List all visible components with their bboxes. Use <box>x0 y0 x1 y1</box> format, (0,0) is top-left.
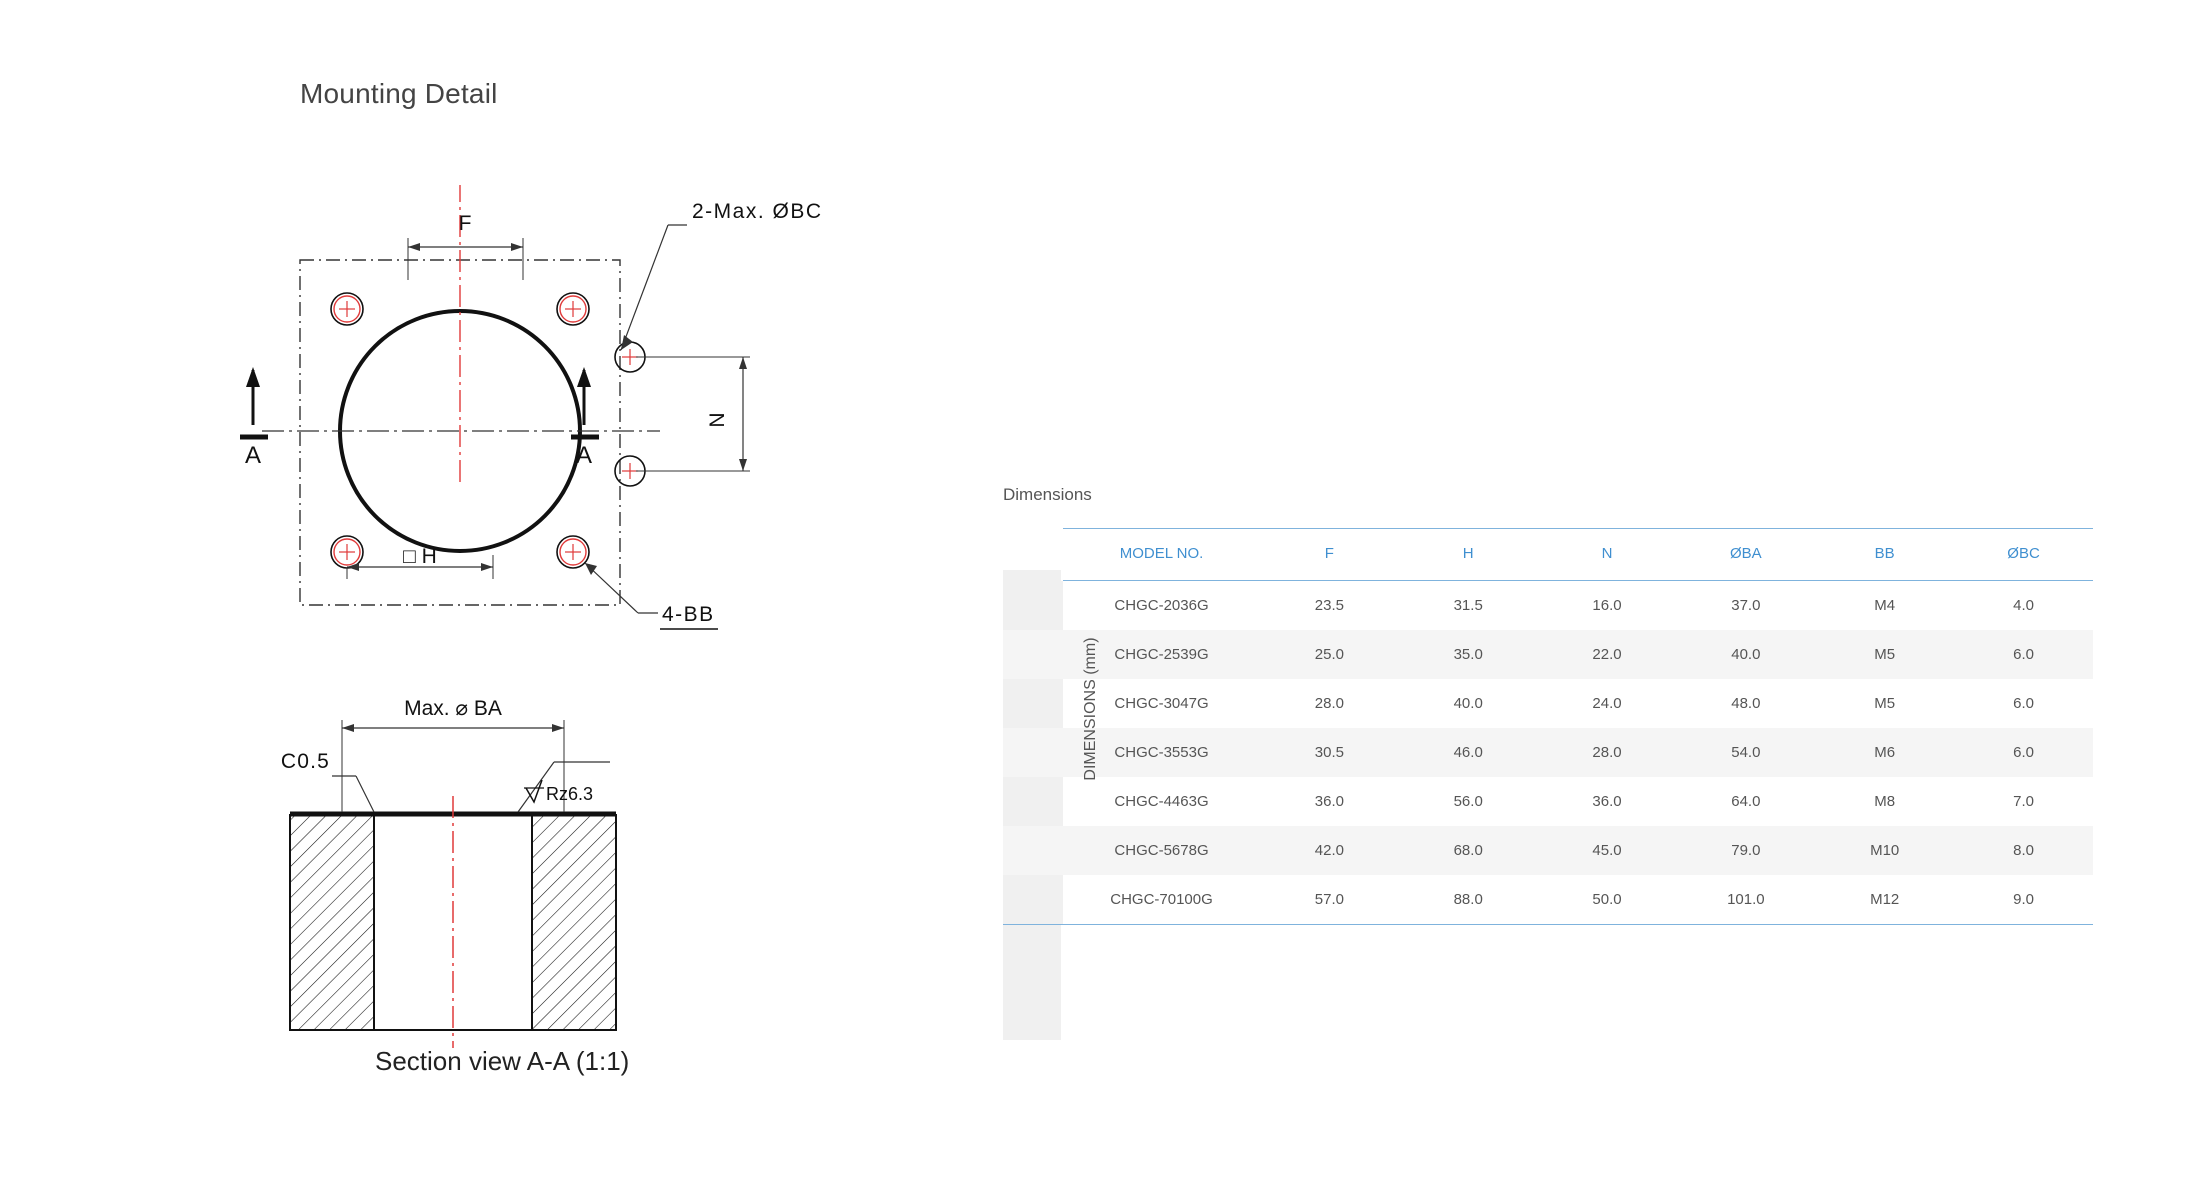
table-row <box>1003 630 2093 679</box>
cell-f: 30.5 <box>1260 728 1399 777</box>
cell-h: 68.0 <box>1399 826 1538 875</box>
table-row-label-cell <box>1003 630 1063 679</box>
dimensions-caption: Dimensions <box>1003 485 1092 504</box>
section-arrow-left <box>240 367 268 469</box>
table-row-label-cell <box>1003 728 1063 777</box>
column-header-f: F <box>1260 529 1399 581</box>
dimension-max-ba-label: Max. ⌀ BA <box>404 700 502 720</box>
dimension-f-label: F <box>458 212 472 235</box>
cell-ba: 64.0 <box>1731 793 1761 810</box>
cell-bc: 9.0 <box>1954 875 2093 925</box>
cell-n: 24.0 <box>1592 695 1622 712</box>
table-row <box>1003 875 2093 925</box>
table-row <box>1003 679 2093 728</box>
cell-bc: 7.0 <box>2013 793 2034 810</box>
drawing-panel <box>0 0 980 1177</box>
cell-model: CHGC-4463G <box>1114 793 1209 810</box>
mounting-hole <box>557 293 589 325</box>
cell-f: 28.0 <box>1314 695 1344 712</box>
cell-n: 45.0 <box>1538 826 1677 875</box>
cell-bc: 8.0 <box>1954 826 2093 875</box>
section-view-caption: Section view A-A (1:1) <box>375 1046 630 1076</box>
table-row-label-cell <box>1003 581 1063 631</box>
top-view-drawing <box>240 185 920 685</box>
cell-h: 31.5 <box>1453 597 1483 614</box>
cell-bb: M5 <box>1815 630 1954 679</box>
cell-bc: 6.0 <box>2013 695 2034 712</box>
cell-h: 35.0 <box>1399 630 1538 679</box>
cell-model: CHGC-5678G <box>1063 826 1260 875</box>
table-row <box>1003 581 2093 631</box>
table-row <box>1003 728 2093 777</box>
cell-bb: M8 <box>1874 793 1896 810</box>
column-header-model: MODEL NO. <box>1063 529 1260 581</box>
cell-bc: 6.0 <box>1954 728 2093 777</box>
column-header-h: H <box>1399 529 1538 581</box>
page-title: Mounting Detail <box>300 78 498 109</box>
column-header-n: N <box>1538 529 1677 581</box>
column-header-bb: BB <box>1815 529 1954 581</box>
cell-n: 28.0 <box>1538 728 1677 777</box>
section-label-a-left: A <box>244 442 262 469</box>
cell-ba: 48.0 <box>1731 695 1761 712</box>
section-material-right <box>532 815 616 1030</box>
cell-n: 50.0 <box>1538 875 1677 925</box>
table-row-label-cell <box>1003 679 1063 728</box>
dimension-f <box>408 212 523 280</box>
cell-f: 42.0 <box>1260 826 1399 875</box>
table-row <box>1003 777 2093 826</box>
cell-ba: 79.0 <box>1676 826 1815 875</box>
cell-f: 36.0 <box>1314 793 1344 810</box>
callout-leader-bb <box>585 563 718 629</box>
dimensions-table-wrapper <box>1003 528 2093 925</box>
dimension-n <box>636 357 750 471</box>
cell-ba: 40.0 <box>1676 630 1815 679</box>
cell-h: 46.0 <box>1399 728 1538 777</box>
mounting-hole <box>557 536 589 568</box>
table-header <box>1003 529 2093 581</box>
cell-bb: M10 <box>1815 826 1954 875</box>
section-label-a-right: A <box>575 442 593 469</box>
column-header-bc: ØBC <box>1954 529 2093 581</box>
cell-model: CHGC-3047G <box>1114 695 1209 712</box>
cell-f: 25.0 <box>1260 630 1399 679</box>
cell-n: 22.0 <box>1538 630 1677 679</box>
table-row-label-cell <box>1003 875 1063 925</box>
cell-bb: M6 <box>1815 728 1954 777</box>
section-arrow-right <box>571 367 599 469</box>
table-header-row <box>1003 529 2093 581</box>
callout-chamfer-label: C0.5 <box>280 750 330 773</box>
callout-bb-label: 4-BB <box>662 603 715 626</box>
cell-f: 23.5 <box>1314 597 1344 614</box>
mounting-hole <box>331 536 363 568</box>
cell-ba: 54.0 <box>1676 728 1815 777</box>
cell-n: 16.0 <box>1592 597 1622 614</box>
cell-bc: 4.0 <box>2013 597 2034 614</box>
cell-ba: 101.0 <box>1676 875 1815 925</box>
column-header-ba: ØBA <box>1676 529 1815 581</box>
callout-roughness-label: Rz6.3 <box>546 784 594 804</box>
dimensions-table <box>1003 528 2093 925</box>
cell-model: CHGC-2539G <box>1063 630 1260 679</box>
cell-bb: M12 <box>1815 875 1954 925</box>
callout-chamfer <box>281 750 374 812</box>
cell-h: 56.0 <box>1453 793 1483 810</box>
table-row <box>1003 826 2093 875</box>
table-body <box>1003 581 2093 925</box>
cell-bb: M5 <box>1874 695 1896 712</box>
dimension-h-label: □ H <box>403 545 437 568</box>
section-material-left <box>290 815 374 1030</box>
roughness-icon <box>526 780 542 802</box>
mounting-hole <box>331 293 363 325</box>
cell-model: CHGC-70100G <box>1063 875 1260 925</box>
table-row-label-cell <box>1003 777 1063 826</box>
cell-n: 36.0 <box>1592 793 1622 810</box>
cell-ba: 37.0 <box>1731 597 1761 614</box>
section-view-drawing <box>270 700 830 1060</box>
dimension-n-label: N <box>706 412 729 428</box>
callout-leader-bc <box>621 200 823 350</box>
table-row-label-cell <box>1003 826 1063 875</box>
cell-model: CHGC-3553G <box>1063 728 1260 777</box>
cell-bc: 6.0 <box>1954 630 2093 679</box>
callout-bc-label: 2-Max. ØBC <box>692 200 823 223</box>
cell-h: 40.0 <box>1453 695 1483 712</box>
table-header-spacer <box>1003 529 1063 581</box>
cell-model: CHGC-2036G <box>1114 597 1209 614</box>
cell-bb: M4 <box>1874 597 1896 614</box>
dimensions-unit-label: DIMENSIONS (mm) <box>1082 637 1099 781</box>
cell-h: 88.0 <box>1399 875 1538 925</box>
cell-f: 57.0 <box>1260 875 1399 925</box>
